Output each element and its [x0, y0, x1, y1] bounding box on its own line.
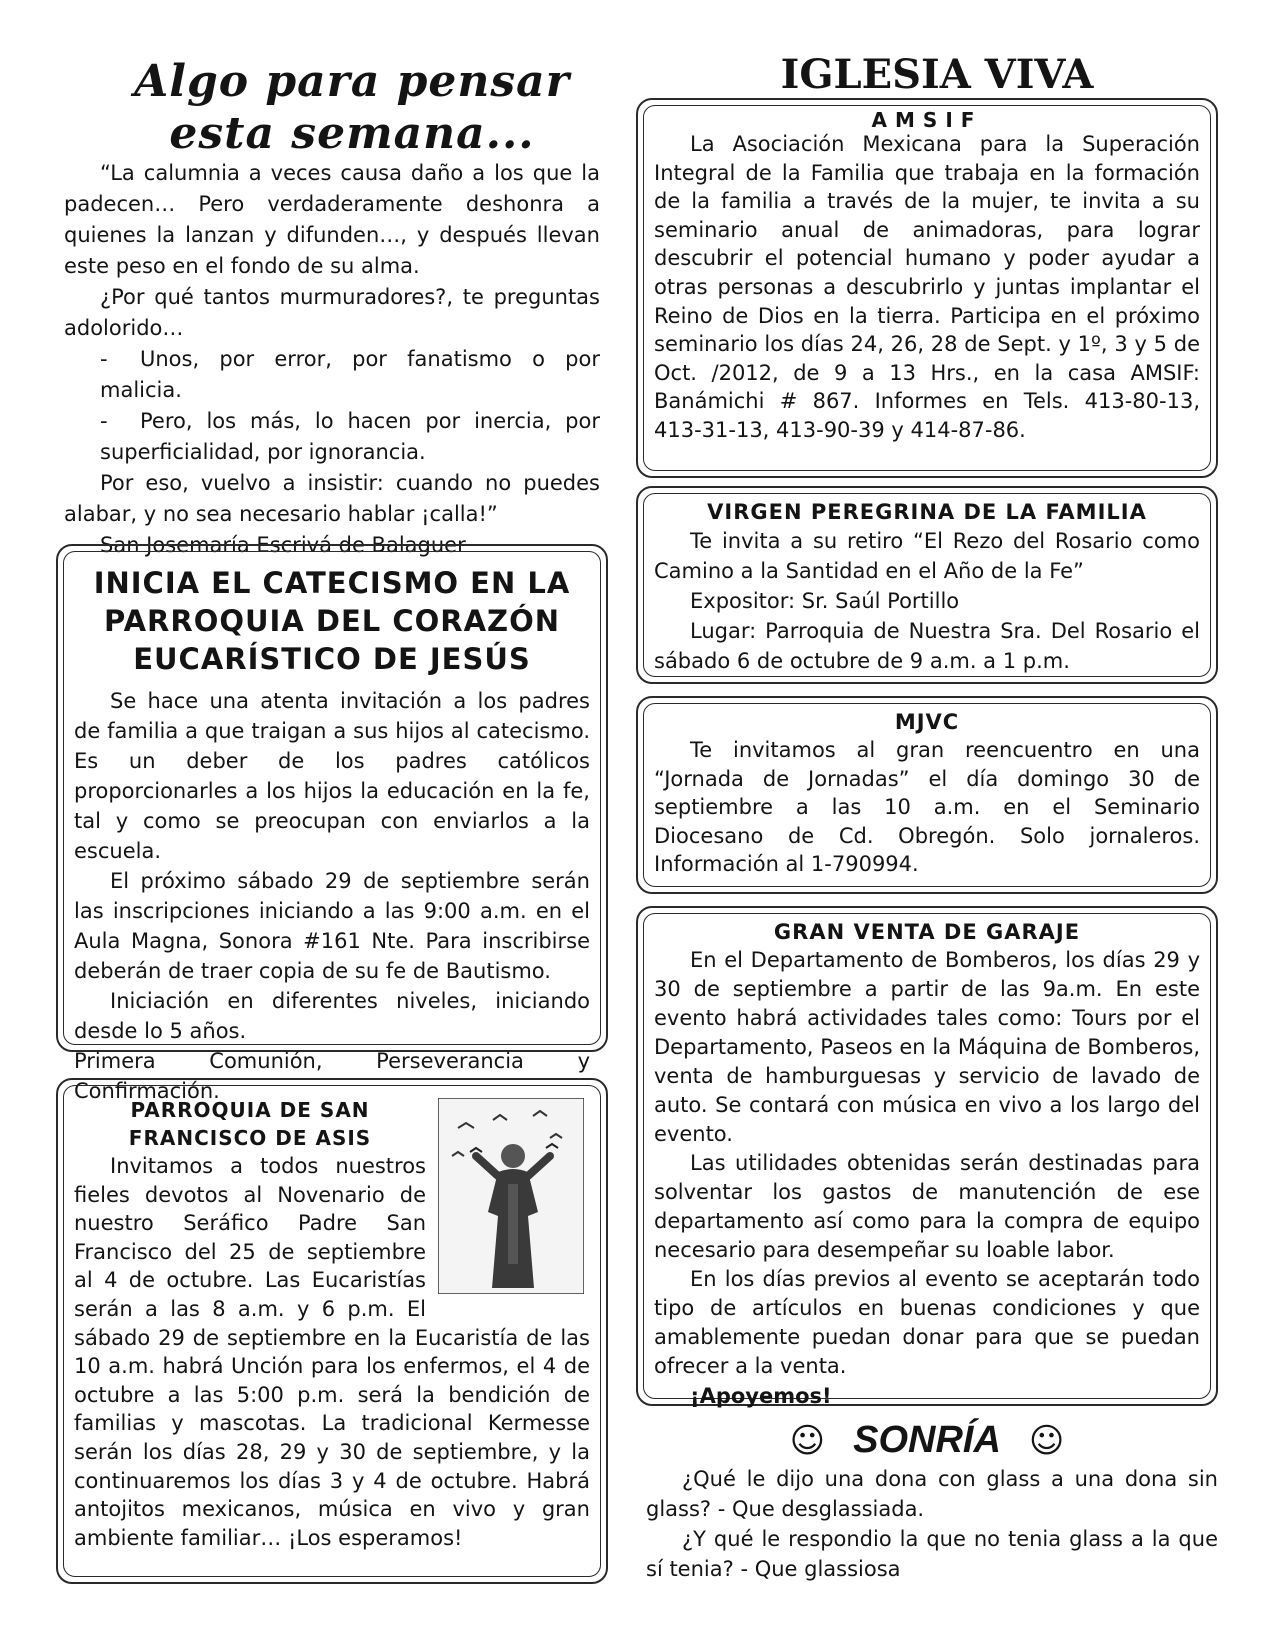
virgen-peregrina-paragraph: Expositor: Sr. Saúl Portillo [690, 589, 960, 613]
reflection-title: Algo para pensar esta semana... [134, 56, 570, 159]
catecismo-paragraph: El próximo sábado 29 de septiembre serán las inscripciones iniciando a las 9:00 a.m. en el Aula Magna, Sonora #161 Nte. Para inscribirse deberán de traer copia de su fe de Bautismo. [74, 869, 590, 983]
bullet-dash: - [100, 347, 108, 371]
catecismo-title: INICIA EL CATECISMO EN LA PARROQUIA DEL CORAZÓN EUCARÍSTICO DE JESÚS [93, 566, 571, 676]
catecismo-paragraph: Iniciación en diferentes niveles, iniciando desde lo 5 años. [74, 989, 590, 1043]
reflection-paragraph: ¿Por qué tantos murmuradores?, te preguntas adolorido… [64, 285, 600, 340]
catecismo-box [56, 544, 608, 1103]
amsif-box-inner [643, 105, 1211, 471]
sonria-heading [636, 1418, 1218, 1463]
venta-garaje-paragraph: En el Departamento de Bomberos, los días 29 y 30 de septiembre a partir de las 9a.m. En este evento habrá actividades tales como: Tours por el Departamento, Paseos en la Máquina de Bomberos, venta de hamburguesas y servicio de lavado de auto. Se contará con música en vivo a los largo del evento. [654, 948, 1200, 1146]
amsif-box [636, 98, 1218, 478]
venta-garaje-title: GRAN VENTA DE GARAJE [773, 920, 1081, 944]
jokes-section [646, 1464, 1218, 1584]
reflection-section [64, 158, 600, 561]
mjvc-title: MJVC [894, 710, 960, 734]
catecismo-paragraph: Se hace una atenta invitación a los padres de familia a que traigan a sus hijos al catecismo. Es un deber de los padres católicos proporcionarles a los hijos la educación en la fe, tal y como se preocupan con enviarlos a la escuela. [74, 689, 590, 863]
bullet-dash: - [100, 409, 108, 433]
virgen-peregrina-box [636, 486, 1218, 684]
reflection-bullet [64, 344, 600, 406]
mjvc-box-inner [643, 703, 1211, 887]
virgen-peregrina-title: VIRGEN PEREGRINA DE LA FAMILIA [707, 500, 1147, 524]
san-francisco-body: Invitamos a todos nuestros fieles devotos al Novenario de nuestro Seráfico Padre San Francisco del 25 de septiembre al 4 de octubre. Las Eucaristías serán a las 8 a.m. y 6 p.m. El sábado 29 de septiembre en la Eucaristía de las 10 a.m. habrá Unción para los enfermos, el 4 de octubre a las 5:00 p.m. será la bendición de familias y mascotas. La tradicional Kermesse serán los días 28, 29 y 30 de septiembre, y la continuaremos los días 3 y 4 de octubre. Habrá antojitos mexicanos, música en vivo y gran ambiente familiar… ¡Los esperamos! [74, 1154, 590, 1550]
catecismo-box-inner [63, 551, 601, 1103]
reflection-author: San Josemaría Escrivá de Balaguer [100, 533, 466, 557]
bullet-text: Unos, por error, por fanatismo o por malicia. [100, 347, 600, 402]
smiley-icon: ☺ [1028, 1421, 1065, 1461]
venta-garaje-paragraph: En los días previos al evento se aceptarán todo tipo de artículos en buenas condiciones y que amablemente puedan donar para que se puedan ofrecer a la venta. [654, 1267, 1200, 1378]
san-francisco-box-inner [63, 1085, 601, 1577]
virgen-peregrina-box-inner [643, 493, 1211, 677]
venta-garaje-box [636, 906, 1218, 1406]
sonria-title: SONRÍA [853, 1419, 1001, 1461]
reflection-paragraph: Por eso, vuelvo a insistir: cuando no puedes alabar, y no sea necesario hablar ¡calla!” [64, 471, 600, 526]
catecismo-paragraph: Primera Comunión, Perseverancia y Confirmación. [74, 1049, 590, 1103]
reflection-paragraph: “La calumnia a veces causa daño a los que la padecen… Pero verdaderamente deshonra a quienes la lanzan y difunden…, y después llevan este peso en el fondo de su alma. [64, 161, 600, 278]
san-francisco-title: PARROQUIA DE SAN FRANCISCO DE ASIS [128, 1098, 372, 1150]
san-francisco-box [56, 1078, 608, 1584]
reflection-bullet [64, 406, 600, 468]
bullet-text: Pero, los más, lo hacen por inercia, por superficialidad, por ignorancia. [100, 409, 600, 464]
mjvc-body: Te invitamos al gran reencuentro en una “Jornada de Jornadas” el día domingo 30 de septiembre a las 10 a.m. en el Seminario Diocesano de Cd. Obregón. Solo jornaleros. Información al 1-790994. [654, 738, 1200, 877]
venta-garaje-paragraph: Las utilidades obtenidas serán destinadas para solventar los gastos de manutención de ese departamento así como para la compra de equipo necesario para desempeñar su loable labor. [654, 1151, 1200, 1262]
saint-francis-image [438, 1098, 584, 1294]
joke-text: ¿Y qué le respondio la que no tenia glass a la que sí tenia? - Que glassiosa [646, 1527, 1218, 1581]
smiley-icon: ☺ [789, 1421, 826, 1461]
virgen-peregrina-paragraph: Te invita a su retiro “El Rezo del Rosario como Camino a la Santidad en el Año de la Fe” [654, 529, 1200, 583]
amsif-title: AMSIF [871, 108, 983, 132]
iglesia-viva-title: IGLESIA VIVA [780, 51, 1094, 98]
virgen-peregrina-paragraph: Lugar: Parroquia de Nuestra Sra. Del Rosario el sábado 6 de octubre de 9 a.m. a 1 p.m. [654, 619, 1200, 673]
amsif-body: La Asociación Mexicana para la Superación Integral de la Familia que trabaja en la formación de la familia a través de la mujer, te invita a su seminario anual de animadoras, para lograr descubrir el potencial humano y poder ayudar a otras personas a descubrirlo y juntas implantar el Reino de Dios en la tierra. Participa en el próximo seminario los días 24, 26, 28 de Sept. y 1º, 3 y 5 de Oct. /2012, de 9 a 13 Hrs., en la casa AMSIF: Banámichi # 867. Informes en Tels. 413-80-13, 413-31-13, 413-90-39 y 414-87-86. [654, 132, 1200, 442]
joke-text: ¿Qué le dijo una dona con glass a una dona sin glass? - Que desglassiada. [646, 1467, 1218, 1521]
mjvc-box [636, 696, 1218, 894]
apoyemos-text: ¡Apoyemos! [690, 1384, 832, 1408]
venta-garaje-box-inner [643, 913, 1211, 1408]
